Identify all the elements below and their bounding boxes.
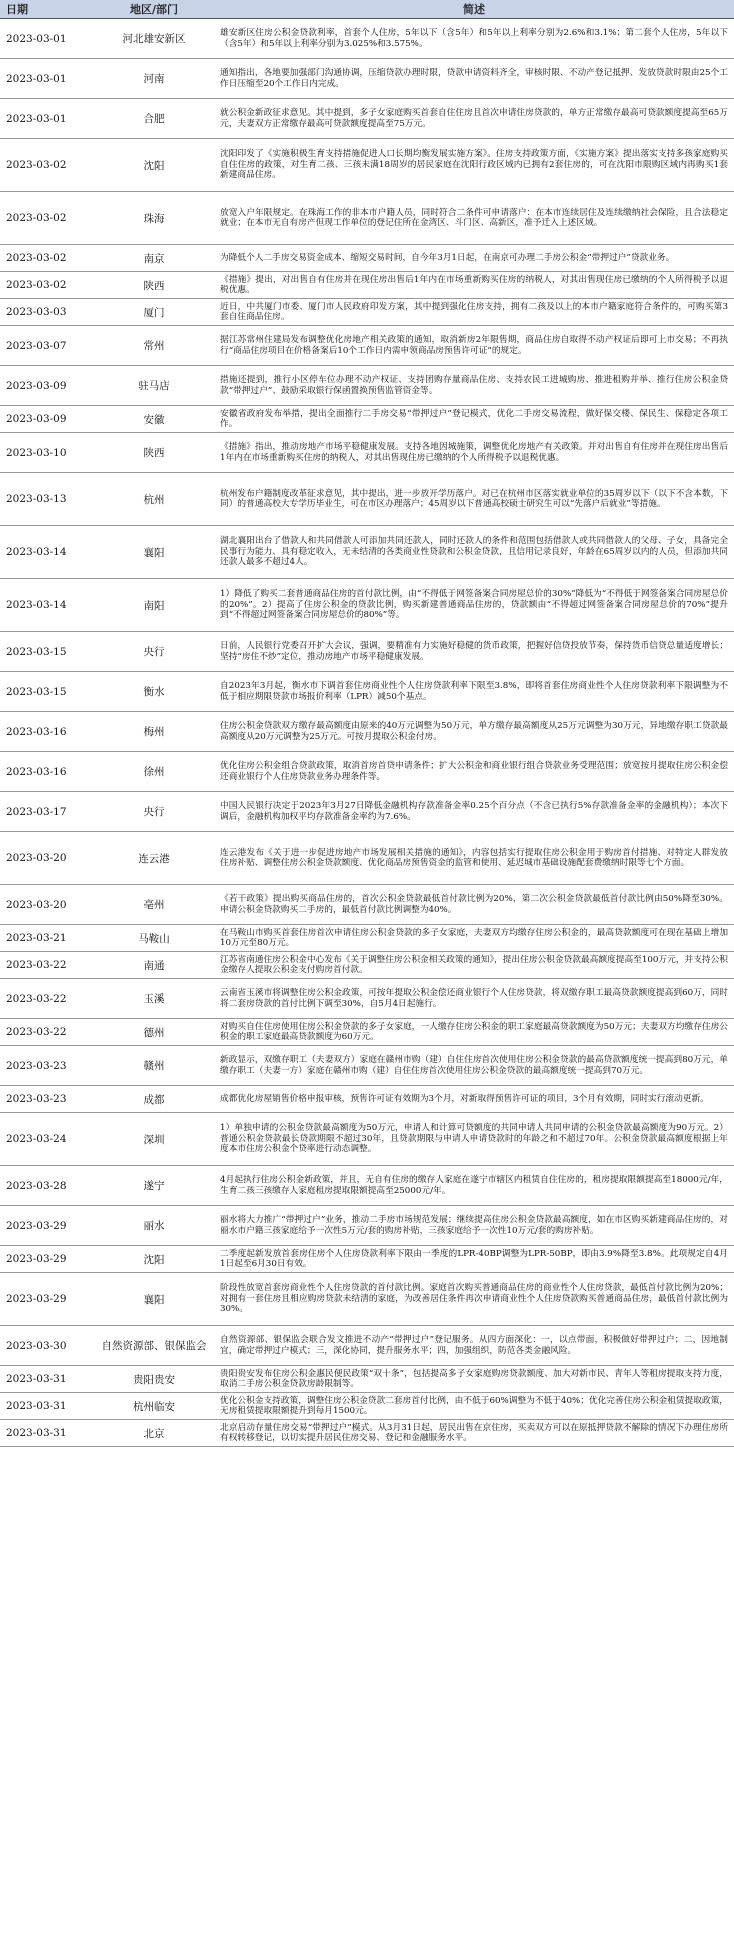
table-row	[0, 366, 734, 406]
row-date: 2023-03-30	[0, 1326, 94, 1366]
row-description: 自然资源部、银保监会联合发文推进不动产“带押过户”登记服务。从四方面深化：一，以点带面，积极做好带押过户；二，因地制宜，确定带押过户模式；三，深化协同，提升服务水平；四，加强组织，防范各类金融风险。	[214, 1326, 734, 1366]
header-date: 日期	[0, 0, 94, 19]
table-row	[0, 245, 734, 272]
row-region: 连云港	[94, 832, 214, 885]
row-description: 优化公积金支持政策，调整住房公积金贷款二套房首付比例，由不低于60%调整为不低于40%；优化完善住房公积金租赁提取政策，无房租赁提取限额提升到每月1500元。	[214, 1393, 734, 1420]
table-row	[0, 885, 734, 925]
table-row	[0, 1273, 734, 1326]
row-description: 安徽省政府发布举措，提出全面推行二手房交易“带押过户”登记模式，优化二手房交易流程，做好保交楼、保民生、保稳定各项工作。	[214, 406, 734, 433]
row-region: 河北雄安新区	[94, 19, 214, 59]
row-date: 2023-03-22	[0, 979, 94, 1019]
row-date: 2023-03-14	[0, 526, 94, 579]
row-description: 就公积金新政征求意见。其中提到，多子女家庭购买首套自住住房且首次申请住房贷款的，单方正常缴存最高可贷款额度提高至65万元，夫妻双方正常缴存最高可贷款额度提高至75万元。	[214, 99, 734, 139]
row-region: 徐州	[94, 752, 214, 792]
row-description: 江苏省南通住房公积金中心发布《关于调整住房公积金相关政策的通知》，提出住房公积金贷款最高额度提高至100万元，并支持公积金缴存人提取公积金支付购房首付款。	[214, 952, 734, 979]
row-region: 珠海	[94, 192, 214, 245]
row-description: 措施还提到，推行小区停车位办理不动产权证、支持团购存量商品住房、支持农民工进城购房、推进租购并举、推行住房公积金贷款“带押过户”、鼓励采取银行保函置换预售监管资金等。	[214, 366, 734, 406]
row-description: 新政显示，双缴存职工（夫妻双方）家庭在赣州市购（建）自住住房首次使用住房公积金贷款的最高贷款额度统一提高到80万元，单缴存职工（夫妻一方）家庭在赣州市购（建）自住住房首次使用住房公积金贷款的最高额度统一提高到70万元。	[214, 1046, 734, 1086]
row-region: 合肥	[94, 99, 214, 139]
row-region: 赣州	[94, 1046, 214, 1086]
table-row	[0, 1086, 734, 1113]
row-region: 衡水	[94, 672, 214, 712]
row-region: 丽水	[94, 1206, 214, 1246]
row-date: 2023-03-20	[0, 832, 94, 885]
row-date: 2023-03-29	[0, 1246, 94, 1273]
row-region: 北京	[94, 1420, 214, 1447]
row-description: 《措施》指出，推动房地产市场平稳健康发展。支持各地因城施策，调整优化房地产有关政策。并对出售自有住房并在现住房出售后1年内在市场重新购买住房的纳税人，对其出售现住房已缴纳的个人所得税予以退税优惠。	[214, 433, 734, 473]
row-description: 中国人民银行决定于2023年3月27日降低金融机构存款准备金率0.25个百分点（不含已执行5%存款准备金率的金融机构）；本次下调后，金融机构加权平均存款准备金率约为7.6%。	[214, 792, 734, 832]
row-region: 央行	[94, 632, 214, 672]
table-row	[0, 473, 734, 526]
row-description: 阶段性放宽首套房商业性个人住房贷款的首付款比例。家庭首次购买普通商品住房的商业性个人住房贷款，最低首付款比例为20%；对拥有一套住房且相应购房贷款未结清的家庭，为改善居住条件再次申请商业性个人住房贷款购买普通商品住房，最低首付款比例为30%。	[214, 1273, 734, 1326]
table-row	[0, 1206, 734, 1246]
table-row	[0, 59, 734, 99]
row-region: 杭州	[94, 473, 214, 526]
row-description: 4月起执行住房公积金新政策，并且，无自有住房的缴存人家庭在遂宁市辖区内租赁自住住房的，租房提取限额提高至18000元/年，生育二孩三孩缴存人家庭租房提取限额提高至25000元/年。	[214, 1166, 734, 1206]
row-date: 2023-03-23	[0, 1046, 94, 1086]
row-date: 2023-03-28	[0, 1166, 94, 1206]
row-date: 2023-03-22	[0, 952, 94, 979]
row-date: 2023-03-15	[0, 632, 94, 672]
row-description: 住房公积金贷款双方缴存最高额度由原来的40万元调整为50万元，单方缴存最高额度从25万元调整为30万元，异地缴存职工贷款最高额度从20万元调整为25万元。可按月提取公积金付房。	[214, 712, 734, 752]
row-region: 襄阳	[94, 1273, 214, 1326]
table-body	[0, 19, 734, 1447]
row-region: 亳州	[94, 885, 214, 925]
row-date: 2023-03-16	[0, 752, 94, 792]
row-region: 驻马店	[94, 366, 214, 406]
table-row	[0, 19, 734, 59]
row-date: 2023-03-01	[0, 59, 94, 99]
row-description: 优化住房公积金组合贷款政策，取消首房首贷申请条件；扩大公积金和商业银行组合贷款业务受理范围；放宽按月提取住房公积金偿还商业银行个人住房贷款业务办理条件等。	[214, 752, 734, 792]
table-row	[0, 326, 734, 366]
row-description: 自2023年3月起，衡水市下调首套住房商业性个人住房贷款利率下限至3.8%，即将首套住房商业性个人住房贷款利率下限调整为不低于相应期限贷款市场报价利率（LPR）减50个基点。	[214, 672, 734, 712]
row-description: 湖北襄阳出台了借款人和共同借款人可添加共同还款人，同时还款人的条件和范围包括借款人或共同借款人的父母、子女，具备完全民事行为能力、具有稳定收入，无未结清的各类商业性贷款和公积金贷款，且信用记录良好，年龄在65周岁以内的人员，但添加共同还款人最多不超过4人。	[214, 526, 734, 579]
table-row	[0, 192, 734, 245]
row-date: 2023-03-03	[0, 299, 94, 326]
table-row	[0, 433, 734, 473]
table-row	[0, 1366, 734, 1393]
row-region: 马鞍山	[94, 925, 214, 952]
table-row	[0, 579, 734, 632]
row-description: 1）降低了购买二套普通商品住房的首付款比例，由“不得低于网签备案合同房屋总价的30%”降低为“不得低于网签备案合同房屋总价的20%”。2）提高了住房公积金的贷款比例，购买新建普通商品住房的，贷款额由“不得超过网签备案合同房屋总价的70%”提升到“不得超过网签备案合同房屋总价的80%”等。	[214, 579, 734, 632]
table-row	[0, 792, 734, 832]
row-date: 2023-03-09	[0, 366, 94, 406]
table-row	[0, 1113, 734, 1166]
row-description: 《若干政策》提出购买商品住房的，首次公积金贷款最低首付款比例为20%，第二次公积金贷款最低首付款比例由50%降至30%。申请公积金贷款购买二手房的，最低首付款比例调整为40%。	[214, 885, 734, 925]
row-description: 丽水将大力推广“带押过户”业务，推动二手房市场规范发展；继续提高住房公积金贷款最高额度，如在市区购买新建商品住房的，对丽水市户籍三孩家庭给予一次性5万元/套的购房补贴，三孩家庭给予一次性10万元/套的购房补贴。	[214, 1206, 734, 1246]
row-description: 杭州发布户籍制度改革征求意见，其中提出，进一步放开学历落户。对已在杭州市区落实就业单位的35周岁以下（以下不含本数，下同）的普通高校大专学历毕业生，可在市区办理落户；45周岁以下普通高校硕士研究生可以“先落户后就业”等措施。	[214, 473, 734, 526]
table-row	[0, 979, 734, 1019]
row-region: 玉溪	[94, 979, 214, 1019]
table-row	[0, 1326, 734, 1366]
row-region: 河南	[94, 59, 214, 99]
table-row	[0, 299, 734, 326]
row-description: 连云港发布《关于进一步促进房地产市场发展相关措施的通知》，内容包括实行提取住房公积金用于购房首付措施、对特定人群发放住房补贴、调整住房公积金贷款额度、优化商品房预售资金的监管和使用、延迟城市基础设施配套费缴纳时限等七个方面。	[214, 832, 734, 885]
row-date: 2023-03-07	[0, 326, 94, 366]
row-description: 日前，人民银行党委召开扩大会议，强调，要精准有力实施好稳健的货币政策，把握好信贷投放节奏，保持货币信贷总量适度增长；坚持“房住不炒”定位，推动房地产市场平稳健康发展。	[214, 632, 734, 672]
row-date: 2023-03-29	[0, 1206, 94, 1246]
table-row	[0, 832, 734, 885]
row-date: 2023-03-17	[0, 792, 94, 832]
row-description: 云南省玉溪市将调整住房公积金政策，可按年提取公积金偿还商业银行个人住房贷款，将双缴存职工最高贷款额度提高到60万，同时将二套房贷款的首付比例下调至30%，自5月4日起施行。	[214, 979, 734, 1019]
row-region: 央行	[94, 792, 214, 832]
table-row	[0, 752, 734, 792]
row-date: 2023-03-21	[0, 925, 94, 952]
row-region: 自然资源部、银保监会	[94, 1326, 214, 1366]
table-row	[0, 925, 734, 952]
header-description: 简述	[214, 0, 734, 19]
row-description: 贵阳贵安发布住房公积金惠民便民政策“双十条”，包括提高多子女家庭购房贷款额度、加大对新市民、青年人等租房提取支持力度，取消二手房公积金贷款房龄限制等。	[214, 1366, 734, 1393]
table-row	[0, 406, 734, 433]
row-region: 陕西	[94, 272, 214, 299]
table-row	[0, 1420, 734, 1447]
row-region: 陕西	[94, 433, 214, 473]
row-region: 常州	[94, 326, 214, 366]
row-description: 北京启动存量住房交易“带押过户”模式。从3月31日起，居民出售在京住房，买卖双方可以在原抵押贷款不解除的情况下办理住房所有权转移登记，以切实提升居民住房交易、登记和金融服务水平。	[214, 1420, 734, 1447]
row-date: 2023-03-31	[0, 1420, 94, 1447]
row-description: 近日，中共厦门市委、厦门市人民政府印发方案，其中提到强化住房支持，拥有二孩及以上的本市户籍家庭符合条件的，可购买第3套自住商品住房。	[214, 299, 734, 326]
row-date: 2023-03-02	[0, 139, 94, 192]
row-date: 2023-03-14	[0, 579, 94, 632]
row-date: 2023-03-01	[0, 99, 94, 139]
row-region: 安徽	[94, 406, 214, 433]
row-description: 在马鞍山市购买首套住房首次申请住房公积金贷款的多子女家庭，夫妻双方均缴存住房公积金的，最高贷款额度可在现在基础上增加10万元至80万元。	[214, 925, 734, 952]
table-row	[0, 1166, 734, 1206]
row-region: 成都	[94, 1086, 214, 1113]
row-region: 遂宁	[94, 1166, 214, 1206]
row-description: 通知指出，各地要加强部门沟通协调，压缩贷款办理时限，贷款申请资料齐全，审核时限、不动产登记抵押、发放贷款时限由25个工作日压缩至20个工作日内完成。	[214, 59, 734, 99]
table-row	[0, 272, 734, 299]
row-region: 厦门	[94, 299, 214, 326]
row-region: 襄阳	[94, 526, 214, 579]
row-date: 2023-03-23	[0, 1086, 94, 1113]
row-region: 南京	[94, 245, 214, 272]
row-description: 雄安新区住房公积金贷款利率，首套个人住房，5年以下（含5年）和5年以上利率分别为2.6%和3.1%；第二套个人住房，5年以下（含5年）和5年以上利率分别为3.025%和3.575%。	[214, 19, 734, 59]
row-date: 2023-03-20	[0, 885, 94, 925]
table-row	[0, 1046, 734, 1086]
table-row	[0, 632, 734, 672]
row-date: 2023-03-16	[0, 712, 94, 752]
row-region: 杭州临安	[94, 1393, 214, 1420]
table-header-row	[0, 0, 734, 19]
row-description: 放宽入户年限规定。在珠海工作的非本市户籍人员，同时符合二条件可申请落户：在本市连续居住及连续缴纳社会保险，且合法稳定就业；在本市无自有房产但现工作单位的登记住所在金湾区、斗门区、高新区，准予迁入上述区域。	[214, 192, 734, 245]
row-description: 1）单独申请的公积金贷款最高额度为50万元，申请人和计算可贷额度的共同申请人共同申请的公积金贷款最高额度为90万元。2）普通公积金贷款最长贷款期限不超过30年，且贷款期限与申请人申请贷款时的年龄之和不超过70年。公积金贷款最高额度根据上年度本市住房公积金个贷率进行动态调整。	[214, 1113, 734, 1166]
table-row	[0, 1393, 734, 1420]
row-description: 成都优化房屋销售价格申报审核，预售许可证有效期为3个月，对新取得预售许可证的项目，3个月有效期，同时实行滚动更新。	[214, 1086, 734, 1113]
row-region: 德州	[94, 1019, 214, 1046]
row-description: 《措施》提出，对出售自有住房并在现住房出售后1年内在市场重新购买住房的纳税人，对其出售现住房已缴纳的个人所得税予以退税优惠。	[214, 272, 734, 299]
table-row	[0, 139, 734, 192]
row-date: 2023-03-02	[0, 192, 94, 245]
row-date: 2023-03-24	[0, 1113, 94, 1166]
row-region: 沈阳	[94, 139, 214, 192]
row-region: 南阳	[94, 579, 214, 632]
row-region: 深圳	[94, 1113, 214, 1166]
row-region: 梅州	[94, 712, 214, 752]
table-row	[0, 526, 734, 579]
table-row	[0, 672, 734, 712]
table-row	[0, 99, 734, 139]
row-date: 2023-03-13	[0, 473, 94, 526]
table-row	[0, 1019, 734, 1046]
row-region: 沈阳	[94, 1246, 214, 1273]
table-row	[0, 1246, 734, 1273]
row-description: 据江苏常州住建局发布调整优化房地产相关政策的通知，取消新房2年限售期，商品住房自取得不动产权证后即可上市交易；不再执行“商品住房项目在价格备案后10个工作日内需申领商品房预售许可证”的规定。	[214, 326, 734, 366]
row-date: 2023-03-10	[0, 433, 94, 473]
row-region: 贵阳贵安	[94, 1366, 214, 1393]
row-date: 2023-03-29	[0, 1273, 94, 1326]
table-row	[0, 952, 734, 979]
row-date: 2023-03-22	[0, 1019, 94, 1046]
row-date: 2023-03-01	[0, 19, 94, 59]
row-date: 2023-03-15	[0, 672, 94, 712]
row-description: 为降低个人二手房交易资金成本、缩短交易时间，自今年3月1日起，在南京可办理二手房公积金“带押过户”贷款业务。	[214, 245, 734, 272]
header-region: 地区/部门	[94, 0, 214, 19]
row-date: 2023-03-02	[0, 272, 94, 299]
row-date: 2023-03-02	[0, 245, 94, 272]
row-description: 对购买自住住房使用住房公积金贷款的多子女家庭，一人缴存住房公积金的职工家庭最高贷款额度为50万元；夫妻双方均缴存住房公积金的职工家庭最高贷款额度为60万元。	[214, 1019, 734, 1046]
row-date: 2023-03-31	[0, 1393, 94, 1420]
row-description: 沈阳印发了《实施积极生育支持措施促进人口长期均衡发展实施方案》。住房支持政策方面，《实施方案》提出落实支持多孩家庭购买自住住房的政策，对生育二孩、三孩未满18周岁的居民家庭在沈阳行政区域内已拥有2套住房的，可在沈阳市限购区域内再购买1套新建商品住房。	[214, 139, 734, 192]
row-date: 2023-03-31	[0, 1366, 94, 1393]
row-date: 2023-03-09	[0, 406, 94, 433]
row-description: 二季度起新发放首套房住房个人住房贷款利率下限由一季度的LPR-40BP调整为LPR-50BP，即由3.9%降至3.8%。此项规定自4月1日起至6月30日有效。	[214, 1246, 734, 1273]
table-row	[0, 712, 734, 752]
row-region: 南通	[94, 952, 214, 979]
